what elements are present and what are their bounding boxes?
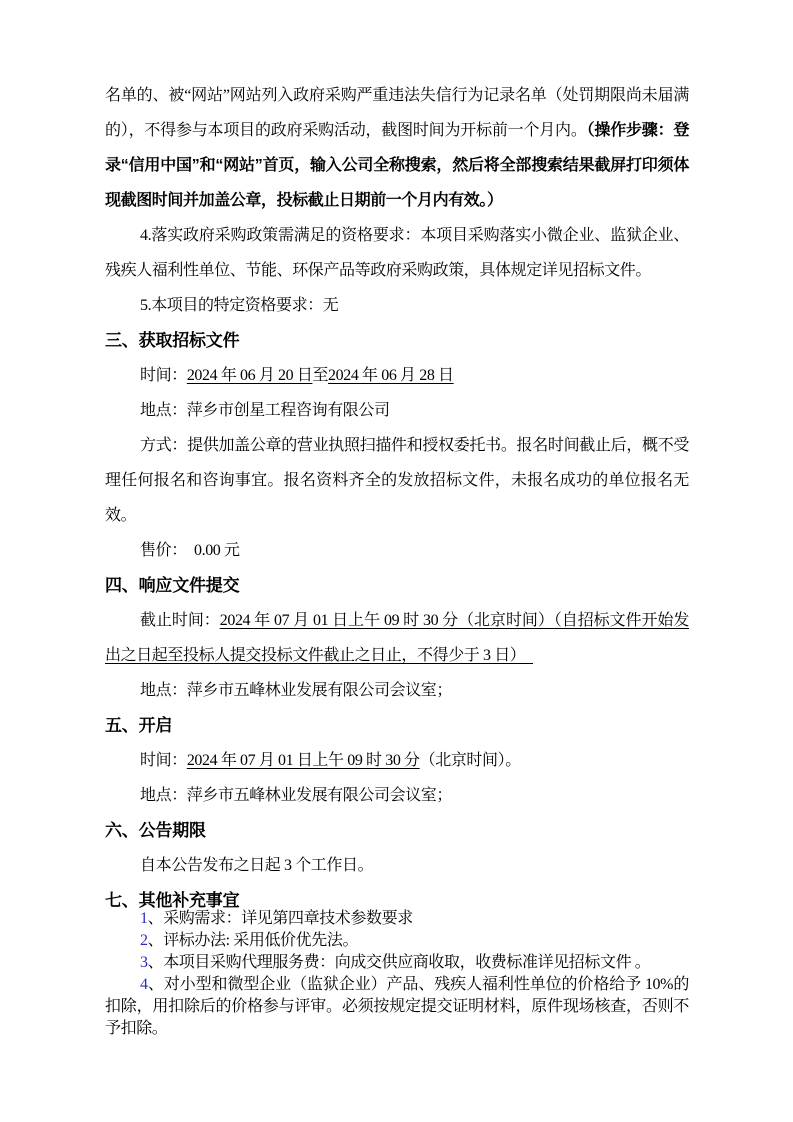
qualification-item-5: 5.本项目的特定资格要求：无	[140, 297, 339, 314]
section-5-heading: 五、开启	[105, 716, 173, 735]
qualification-item-4: 4.落实政府采购政策需满足的资格要求：本项目采购落实小微企业、监狱企业、残疾人福利性单位、节能、环保产品等政府采购政策，具体规定详见招标文件。	[105, 227, 689, 279]
time-join: 至	[312, 367, 329, 384]
section-6-heading: 六、公告期限	[105, 821, 206, 840]
intro-paragraph	[105, 78, 689, 218]
item-number: 3	[140, 954, 148, 971]
open-time-underlined: 2024 年 07 月 01 日上午 09 时 30 分	[186, 752, 420, 769]
section-3-place-line: 地点：萍乡市创星工程咨询有限公司	[140, 402, 390, 419]
section-4-deadline-paragraph	[105, 603, 689, 673]
item-text: 、对小型和微型企业（监狱企业）产品、残疾人福利性单位的价格给予 10%的扣除，用扣除后的价格参与评审。必须按规定提交证明材料，原件现场核查，否则不予扣除。	[105, 976, 689, 1037]
section-3-heading: 三、获取招标文件	[105, 331, 240, 350]
section-7-item-list	[105, 908, 689, 1040]
time-suffix: （北京时间）。	[419, 752, 521, 769]
item-text: 、评标办法: 采用低价优先法。	[147, 932, 359, 949]
item-text: 、本项目采购代理服务费：向成交供应商收取，收费标准详见招标文件 。	[147, 954, 651, 971]
section-3-time-line	[105, 358, 689, 393]
intro-bold-operation-steps: （操作步骤：登录“信用中国”和“网站”首页，输入公司全称搜索，然后将全部搜索结果截屏打印须体现截图时间并加盖公章，投标截止日期前一个月内有效。）	[105, 122, 689, 209]
time-label: 时间：	[140, 752, 187, 769]
time-label: 时间：	[140, 367, 187, 384]
section-6-body-line: 自本公告发布之日起 3 个工作日。	[140, 857, 374, 874]
section-5-time-line	[105, 743, 689, 778]
supplement-item-4	[105, 974, 689, 1040]
time-to-underlined: 2024 年 06 月 28 日	[328, 367, 454, 384]
deadline-underlined: 2024 年 07 月 01 日上午 09 时 30 分（北京时间）（自招标文件开始发出之日起至投标人提交投标文件截止之日止，不得少于 3 日）	[105, 612, 689, 664]
item-text: 、采购需求：详见第四章技术参数要求	[147, 910, 413, 927]
item-number: 4	[140, 976, 148, 993]
supplement-item-3	[105, 952, 689, 974]
time-from-underlined: 2024 年 06 月 20 日	[186, 367, 313, 384]
intro-normal-text: 名单的、被“网站”网站列入政府采购严重违法失信行为记录名单（处罚期限尚未届满的），不得参与本项目的政府采购活动，截图时间为开标前一个月内。	[105, 87, 689, 139]
section-4-place-line: 地点：萍乡市五峰林业发展有限公司会议室；	[140, 682, 453, 699]
deadline-label: 截止时间：	[140, 612, 220, 629]
section-3-price-line: 售价： 0.00 元	[140, 542, 240, 559]
item-number: 2	[140, 932, 148, 949]
section-7-heading: 七、其他补充事宜	[105, 891, 240, 910]
section-4-heading: 四、响应文件提交	[105, 576, 240, 595]
section-5-place-line: 地点：萍乡市五峰林业发展有限公司会议室；	[140, 787, 453, 804]
section-3-method-paragraph: 方式：提供加盖公章的营业执照扫描件和授权委托书。报名时间截止后，概不受理任何报名和咨询事宜。报名资料齐全的发放招标文件，未报名成功的单位报名无效。	[105, 437, 689, 524]
supplement-item-1	[105, 908, 689, 930]
supplement-item-2	[105, 930, 689, 952]
item-number: 1	[140, 910, 148, 927]
